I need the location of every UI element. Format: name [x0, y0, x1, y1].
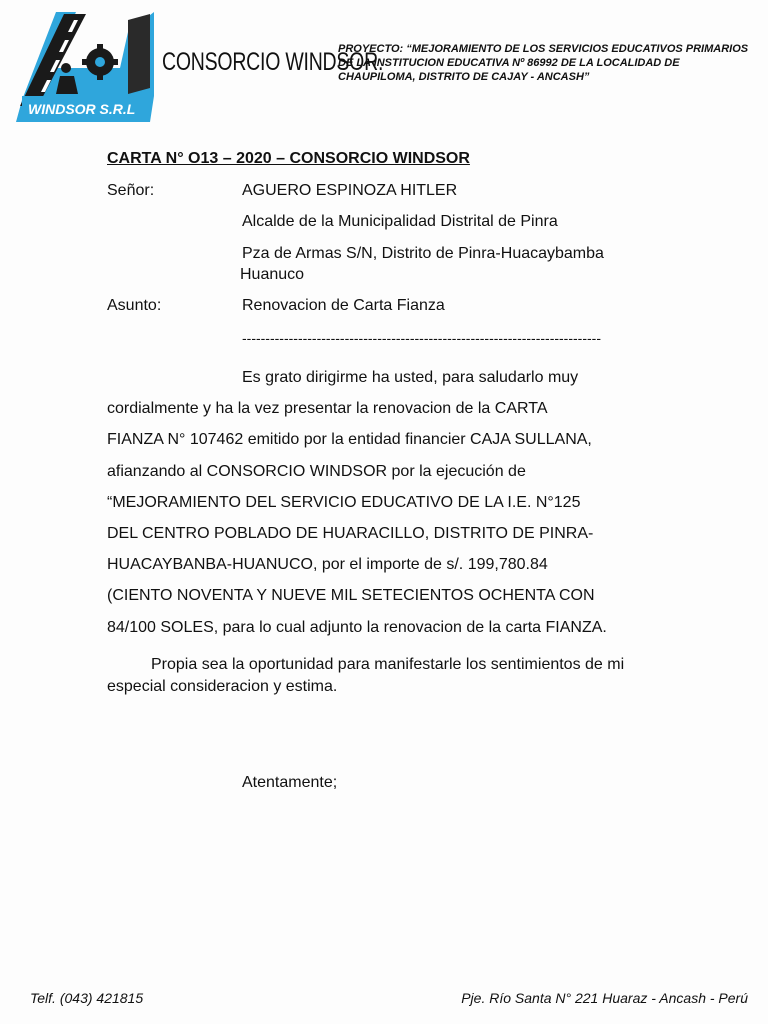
body-line: (CIENTO NOVENTA Y NUEVE MIL SETECIENTOS OCHENTA CON — [107, 587, 595, 605]
company-logo — [16, 10, 156, 122]
separator-line: ----------------------------------------------------------------------------- — [242, 330, 601, 346]
recipient-title: Alcalde de la Municipalidad Distrital de Pinra — [242, 213, 558, 230]
body-line: Es grato dirigirme ha usted, para saludarlo muy — [242, 369, 579, 386]
recipient-label: Señor: — [107, 182, 155, 199]
body-line: HUACAYBANBA-HUANUCO, por el importe de s/. 199,780.84 — [107, 556, 548, 574]
closing-paragraph: Propia sea la oportunidad para manifestarle los sentimientos de mi especial consideracion y estima. — [107, 656, 625, 695]
body-line: FIANZA N° 107462 emitido por la entidad financier CAJA SULLANA, — [107, 431, 592, 449]
subject-label: Asunto: — [107, 297, 162, 314]
body-line: 84/100 SOLES, para lo cual adjunto la renovacion de la carta FIANZA. — [107, 618, 607, 636]
project-description: PROYECTO: “MEJORAMIENTO DE LOS SERVICIOS EDUCATIVOS PRIMARIOS DE LA INSTITUCION EDUCATIVA Nº 86992 DE LA LOCALIDAD DE CHAUPILOMA, DISTRITO DE CAJAY - ANCASH” — [338, 43, 749, 83]
recipient-address-line2: Huanuco — [240, 266, 305, 283]
sign-off: Atentamente; — [242, 774, 338, 791]
footer-phone: Telf. (043) 421815 — [30, 990, 144, 1006]
subject-text: Renovacion de Carta Fianza — [242, 297, 445, 314]
body-paragraph — [107, 362, 667, 643]
recipient-address-line1: Pza de Armas S/N, Distrito de Pinra-Huacaybamba — [242, 245, 604, 262]
body-line: “MEJORAMIENTO DEL SERVICIO EDUCATIVO DE LA I.E. N°125 — [107, 493, 581, 511]
body-line: cordialmente y ha la vez presentar la renovacion de la CARTA — [107, 400, 548, 418]
footer-address: Pje. Río Santa N° 221 Huaraz - Ancash - Perú — [461, 990, 748, 1006]
letter-title: CARTA N° O13 – 2020 – CONSORCIO WINDSOR — [107, 150, 470, 167]
logo-text: WINDSOR S.R.L — [28, 101, 136, 117]
brand-name: CONSORCIO WINDSOR. — [162, 48, 384, 76]
body-line: afianzando al CONSORCIO WINDSOR por la ejecución de — [107, 462, 526, 480]
recipient-name: AGUERO ESPINOZA HITLER — [242, 182, 458, 199]
body-line: DEL CENTRO POBLADO DE HUARACILLO, DISTRITO DE PINRA- — [107, 525, 594, 543]
